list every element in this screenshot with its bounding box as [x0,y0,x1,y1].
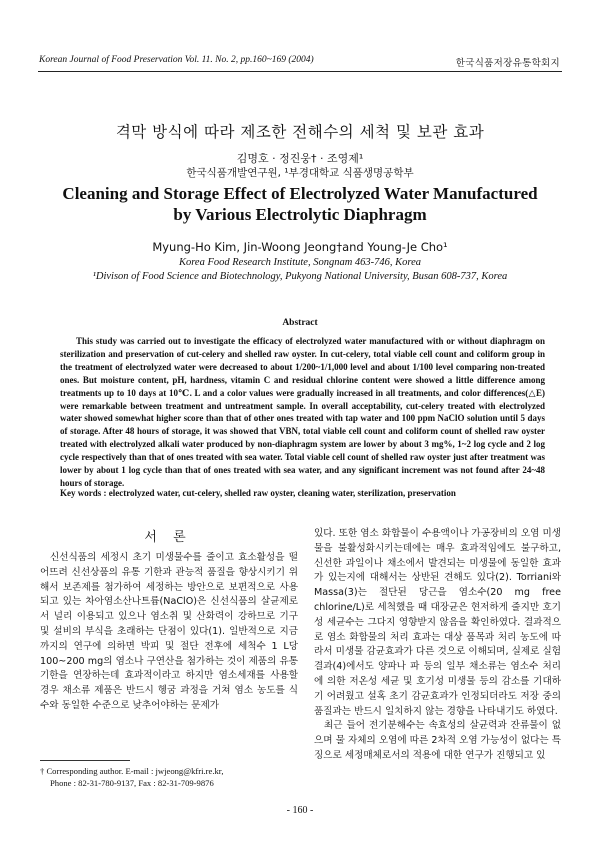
section-heading-introduction: 서 론 [144,530,192,545]
affiliation-english-2: ¹Divison of Food Science and Biotechnology, Pukyong National University, Busan 608-737, Korea [92,271,508,282]
affiliation-korean: 한국식품개발연구원, ¹부경대학교 식품생명공학부 [186,167,414,179]
affiliation-english-1: Korea Food Research Institute, Songnam 463-746, Korea [178,257,422,268]
keywords: Key words : electrolyzed water, cut-celery, shelled raw oyster, cleaning water, sterilization, preservation [60,488,456,498]
right-column-paragraph-1: 있다. 또한 염소 화합물이 수용액이나 가공장비의 오염 미생물을 불활성화시키는데에는 매우 효과적임에도 불구하고, 신선한 과일이나 채소에서 발견되는 미생물에 동일한 효과가 있는지에 대해서는 상반된 견해도 있다(2). Torriani와 Massa(3)는 절단된 당근을 염소수(20 mg free chlorine/L)로 세척했을 때 대장균은 현저하게 줄지만 호기성 세균수는 그다지 영향받지 않음을 확인하였다. 결과적으로 염소 화합물의 처리 효과는 대상 품목과 처리 농도에 따라서 미생물 감균효과가 다른 것으로 이해되며, 실제로 실험결과(4)에서도 양파나 파 등의 일부 채소류는 염소수 처리에 의한 저온성 세균 및 호기성 미생물 등의 감소를 기대하기 어려웠고 설혹 초기 감균효과가 인정되더라도 저장 중의 품질과는 반드시 일치하지 않는 경향을 나타내기도 하였다. [314,528,561,717]
right-column-paragraph-2: 최근 들어 전기분해수는 속효성의 살균력과 잔류물이 없으며 물 자체의 오염에 따른 2차적 오염 가능성이 없다는 특징으로 세정매체로서의 적용에 대한 연구가 진행되고 있 [314,720,561,761]
title-english-line-2: by Various Electrolytic Diaphragm [173,205,427,224]
page-number: - 160 - [286,805,314,816]
journal-citation: Korean Journal of Food Preservation Vol. 11. No. 2, pp.160~169 (2004) [39,55,314,65]
abstract-heading: Abstract [282,318,318,328]
footnote-contact: Phone : 82-31-780-9137, Fax : 82-31-709-9876 [50,778,214,788]
footnote-corresponding-author: † Corresponding author. E-mail : jwjeong@kfri.re.kr, [40,766,224,776]
title-korean: 격막 방식에 따라 제조한 전해수의 세척 및 보관 효과 [115,123,485,141]
footnote-rule [40,760,130,761]
abstract-text: This study was carried out to investigate the efficacy of electrolyzed water manufactured with or without diaphragm on sterilization and preservation of cut-celery and shelled raw oyster. In cut-celery, total viable cell count and coliform group in the treatment of electrolyzed water were decreased to about 1/200~1/1,000 level and about 1/100 level comparing non-treated ones. But moisture content, pH, hardness, vitamin C and residual chlorine content were showed a little difference among treatments up to 10 days at 10℃. L and a color values were gradually increased in all treatments, and color differences(△E) were remarkable between treatment and untreatment sample. In overall acceptability, cut-celery treated with electrolyzed water showed somewhat higher score than that of other ones treated with tap water and 100 ppm NaClO solution until 5 days of storage. After 48 hours of storage, it was showed that VBN, total viable cell count and coliform count of shelled raw oyster treated with electrolyzed alkali water produced by non-diaphragm system are lower by about 3 mg%, 1~2 log cycle and 2 log cycle respectively than that of ones treated with sea water. Total viable cell count of shelled raw oyster just after treatment was lower by about 1 log cycle than that of ones treated with sea water, and any significant increment was not found after 24~48 hours of storage. [60,336,545,488]
society-name: 한국식품저장유통학회지 [455,58,560,69]
footnote [40,765,298,789]
authors-english: Myung-Ho Kim, Jin-Woong Jeong†and Young-Je Cho¹ [152,240,448,254]
right-column [314,527,561,764]
authors-korean: 김명호 · 정진웅† · 조영제¹ [236,152,364,165]
header-rule [38,71,562,72]
title-english-line-1: Cleaning and Storage Effect of Electrolyzed Water Manufactured [62,184,538,203]
title-english [0,183,600,225]
left-column-text: 신선식품의 세정시 초기 미생물수를 줄이고 효소활성을 떨어뜨려 신선상품의 유통 기한과 관능적 품질을 향상시키기 위해서 보존제를 첨가하여 세정하는 방안으로 보편적으로 사용되고 있는 차아염소산나트륨(NaClO)은 신선식품의 살균제로서 널리 이용되고 있으나 염소취 및 산화력이 강하므로 기구 및 설비의 부식을 초래하는 단점이 있다(1). 일반적으로 지금까지의 연구에 의하면 박피 및 절단 전후에 세척수 1 L당 100~200 mg의 염소나 구연산을 첨가하는 것이 제품의 유통기한을 연장하는데 효과적이라고 하지만 염소세재를 사용할 경우 채소류 제품은 반드시 헹굼 과정을 거쳐 염소 농도를 식수와 동일한 수준으로 낮추어야하는 문제가 [40,552,298,711]
